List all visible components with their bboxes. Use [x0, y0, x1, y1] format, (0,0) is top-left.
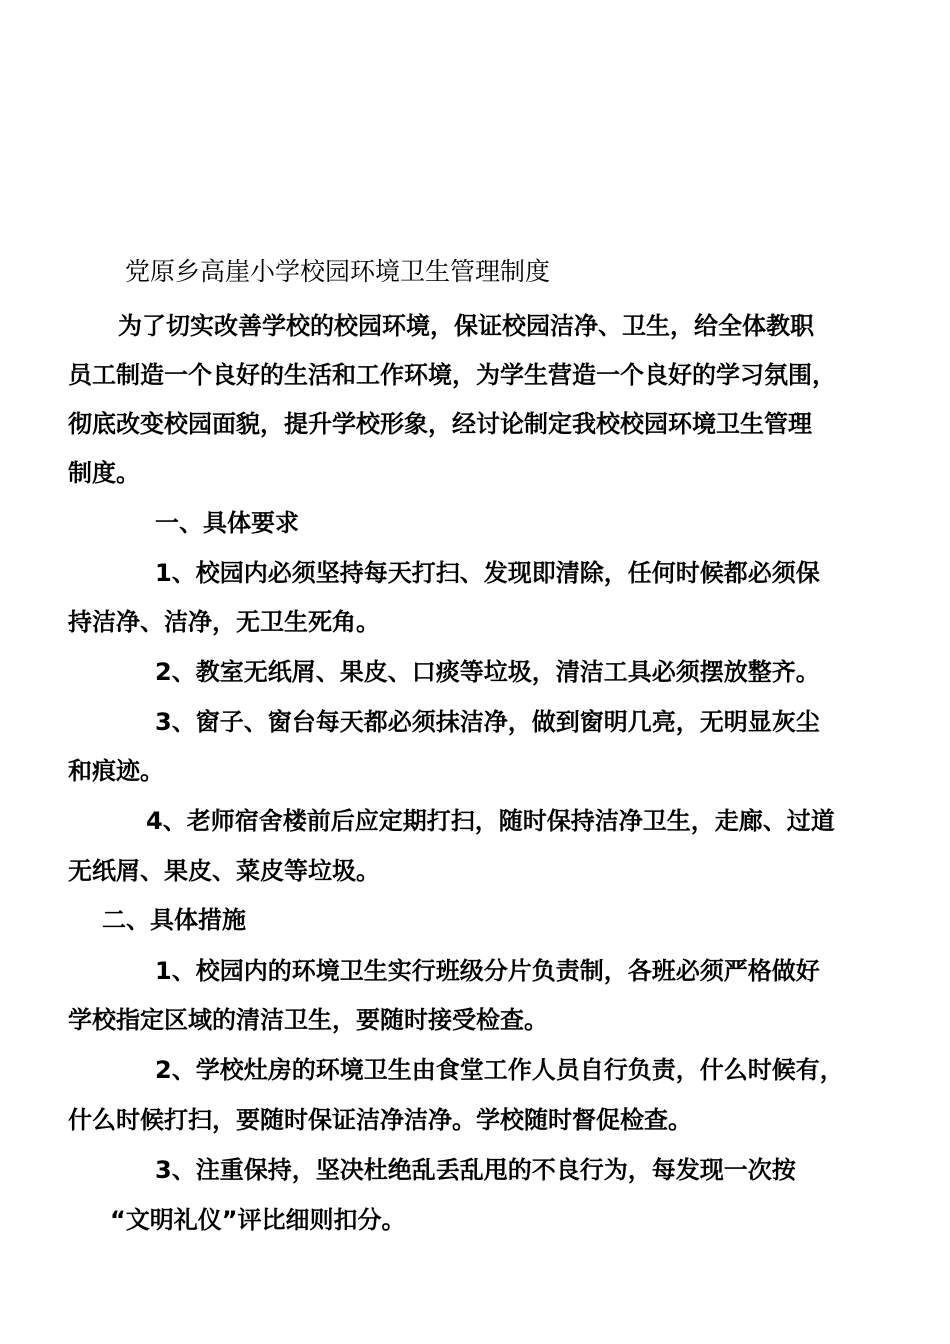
section2-item3-line2: “文明礼仪”评比细则扣分。 — [110, 1206, 406, 1234]
section1-item3-line2: 和痕迹。 — [68, 757, 164, 785]
section1-item3-line1: 3、窗子、窗台每天都必须抹洁净，做到窗明几亮，无明显灰尘 — [155, 708, 820, 736]
section1-item4-line2: 无纸屑、果皮、菜皮等垃圾。 — [68, 857, 380, 885]
section1-item4-line1: 4、老师宿舍楼前后应定期打扫，随时保持洁净卫生，走廊、过道 — [146, 807, 835, 835]
intro-line-1: 为了切实改善学校的校园环境，保证校园洁净、卫生，给全体教职 — [118, 312, 814, 340]
section1-heading: 一、具体要求 — [155, 509, 299, 537]
section1-item1-line2: 持洁净、洁净，无卫生死角。 — [68, 608, 380, 636]
section2-item2-line2: 什么时候打扫，要随时保证洁净洁净。学校随时督促检查。 — [68, 1106, 692, 1134]
section1-item1-line1: 1、校园内必须坚持每天打扫、发现即清除，任何时候都必须保 — [155, 559, 820, 587]
section2-item3-line1: 3、注重保持，坚决杜绝乱丢乱甩的不良行为，每发现一次按 — [155, 1156, 796, 1184]
section2-item1-line2: 学校指定区域的清洁卫生，要随时接受检查。 — [68, 1006, 548, 1034]
intro-line-4: 制度。 — [68, 459, 140, 487]
section2-heading: 二、具体措施 — [102, 906, 246, 934]
document-title: 党原乡高崖小学校园环境卫生管理制度 — [125, 257, 551, 286]
intro-line-3: 彻底改变校园面貌，提升学校形象，经讨论制定我校校园环境卫生管理 — [68, 410, 812, 438]
intro-line-2: 员工制造一个良好的生活和工作环境，为学生营造一个良好的学习氛围， — [68, 361, 836, 389]
section1-item2-line1: 2、教室无纸屑、果皮、口痰等垃圾，清洁工具必须摆放整齐。 — [155, 658, 820, 686]
section2-item2-line1: 2、学校灶房的环境卫生由食堂工作人员自行负责，什么时候有， — [155, 1056, 844, 1084]
section2-item1-line1: 1、校园内的环境卫生实行班级分片负责制，各班必须严格做好 — [155, 957, 820, 985]
